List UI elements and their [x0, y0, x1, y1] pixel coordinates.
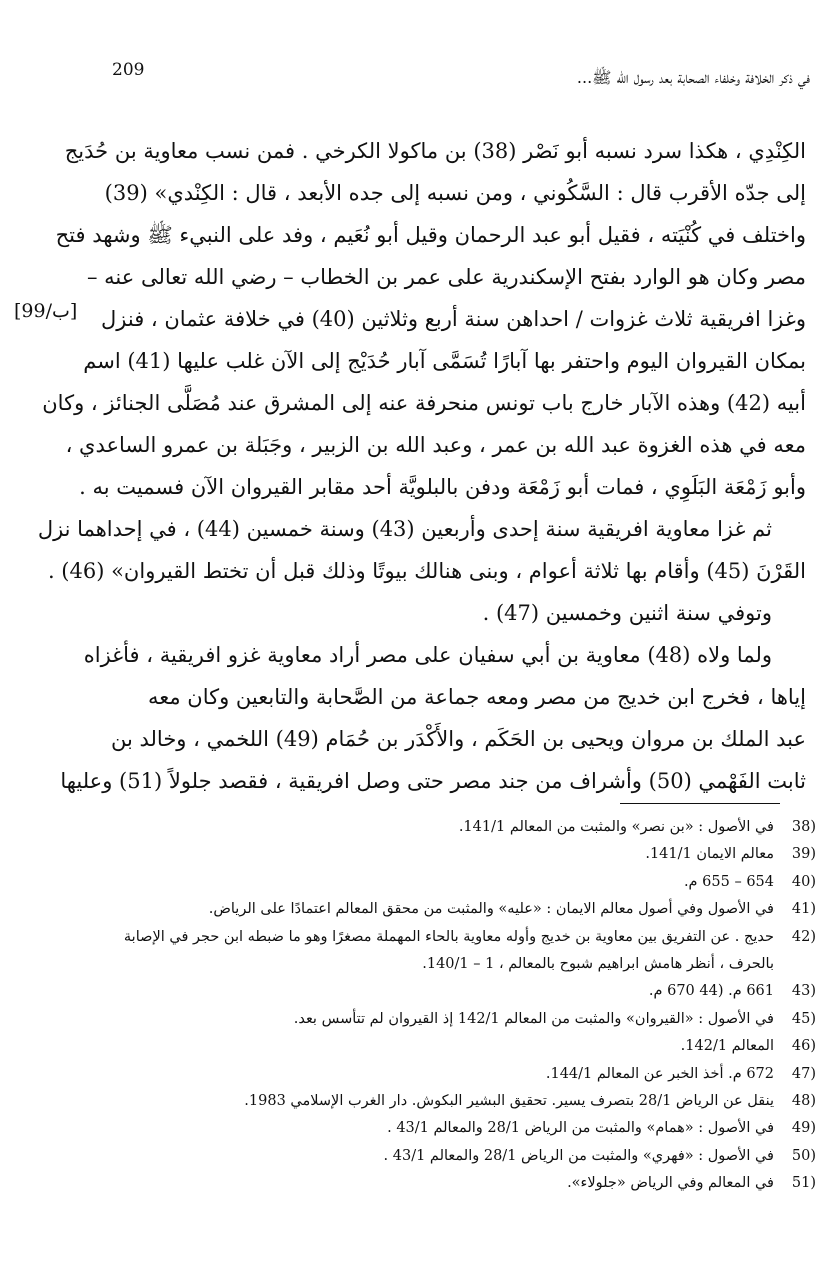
footnote-text: في الأصول : «القيروان» والمثبت من المعالم 142/1 إذ القيروان لم تتأسس بعد. — [293, 1010, 774, 1027]
footnote-number: (42 — [791, 928, 816, 945]
body-line: الكِنْدِي ، هكذا سرد نسبه أبو نَصْر (38) بن ماكولا الكرخي . فمن نسب معاوية بن حُدَيج — [64, 139, 806, 163]
footnote — [40, 924, 816, 951]
running-header-title: في ذكر الخلافة وخلفاء الصحابة بعد رسول الله ﷺ... — [576, 68, 810, 87]
footnote-text: المعالم 142/1. — [680, 1038, 774, 1055]
footnote-number: (51 — [791, 1175, 816, 1192]
body-line: مصر وكان هو الوارد بفتح الإسكندرية على عمر بن الخطاب – رضي الله تعالى عنه – — [86, 265, 806, 289]
footnote-text: في الأصول : «همام» والمثبت من الرياض 28/1 والمعالم 43/1 . — [387, 1120, 774, 1137]
footnote-text: معالم الايمان 141/1. — [645, 846, 774, 863]
footnote-number: (45 — [791, 1010, 816, 1027]
footnote — [40, 1143, 816, 1170]
footnote — [40, 1088, 816, 1115]
footnote — [40, 896, 816, 923]
footnote-text: حديج . عن التفريق بين معاوية بن خديج وأوله معاوية بالحاء المهملة مصغرًا وهو ما ضبطه ابن حجر في الإصابة — [123, 928, 774, 945]
footnote — [40, 814, 816, 841]
footnote-number: (48 — [791, 1092, 816, 1109]
footnote — [40, 1006, 816, 1033]
footnote-text: في الأصول : «بن نصر» والمثبت من المعالم 141/1. — [458, 819, 774, 835]
footnote-divider — [620, 803, 780, 804]
footnote-text: بالحرف ، أنظر هامش ابراهيم شبوح بالمعالم ، 1 – 140/1. — [422, 955, 774, 972]
body-line: وتوفي سنة اثنين وخمسين (47) . — [482, 601, 772, 625]
body-line: وغزا افريقية ثلاث غزوات / احداهن سنة أربع وثلاثين (40) في خلافة عثمان ، فنزل — [101, 307, 806, 331]
body-line: إلى جدّه الأقرب قال : السَّكُوني ، ومن نسبه إلى جده الأبعد ، قال : الكِنْدي» (39) — [104, 181, 806, 205]
footnote-number: (50 — [791, 1147, 816, 1164]
page-number: 209 — [112, 60, 145, 80]
footnotes — [40, 814, 816, 1197]
body-line: ثم غزا معاوية افريقية سنة إحدى وأربعين (43) وسنة خمسين (44) ، في إحداهما نزل — [37, 517, 772, 541]
body-line: إياها ، فخرج ابن خديج من مصر ومعه جماعة من الصَّحابة والتابعين وكان معه — [147, 685, 806, 709]
footnote — [40, 841, 816, 868]
body-line: بمكان القيروان اليوم واحتفر بها آبارًا تُسَمَّى آبار حُدَيْج إلى الآن غلب عليها (41) اسم — [83, 349, 806, 373]
body-line: واختلف في كُنْيَته ، فقيل أبو عبد الرحمان وقيل أبو نُعَيم ، وفد على النبيء ﷺ وشهد فتح — [55, 223, 806, 247]
footnote — [40, 978, 816, 1005]
footnote-number: (49 — [791, 1120, 816, 1137]
footnote-text: في الأصول : «فهري» والمثبت من الرياض 28/1 والمعالم 43/1 . — [383, 1147, 774, 1164]
body-line: القَرْنَ (45) وأقام بها ثلاثة أعوام ، وبنى هنالك بيوتًا وذلك قبل أن تختط القيروان» (46) . — [47, 559, 806, 583]
body-line: وأبو زَمْعَة البَلَوِي ، فمات أبو زَمْعَة ودفن بالبلويَّة أحد مقابر القيروان الآن فسميت به . — [79, 475, 806, 499]
footnote-text: ينقل عن الرياض 28/1 بتصرف يسير. تحقيق البشير البكوش. دار الغرب الإسلامي 1983. — [244, 1092, 774, 1109]
footnote-number: (46 — [791, 1038, 816, 1055]
body-line: معه في هذه الغزوة عبد الله بن عمر ، وعبد الله بن الزبير ، وجَبَلة بن عمرو الساعدي ، — [65, 433, 806, 457]
footnote — [40, 869, 816, 896]
body-line: ولما ولاه (48) معاوية بن أبي سفيان على مصر أراد معاوية غزو افريقية ، فأغزاه — [83, 643, 772, 667]
body-line: عبد الملك بن مروان ويحيى بن الحَكَم ، والأَكْدَر بن حُمَام (49) اللخمي ، وخالد بن — [111, 727, 806, 751]
footnote-number: (40 — [791, 873, 816, 890]
footnote — [40, 1115, 816, 1142]
footnote-text: 672 م. أخذ الخبر عن المعالم 144/1. — [545, 1065, 774, 1082]
footnote — [40, 1170, 816, 1197]
footnote-number: (38 — [791, 819, 816, 835]
footnote-text: في المعالم وفي الرياض «جلولاء». — [567, 1175, 774, 1192]
footnote-text: 661 م. (44 670 م. — [648, 983, 774, 1000]
footnote-text: في الأصول وفي أصول معالم الايمان : «عليه» والمثبت من محقق المعالم اعتمادًا على الرياض. — [208, 901, 774, 918]
margin-folio-note: [99/ب] — [14, 300, 78, 322]
footnote — [40, 1033, 816, 1060]
footnote-number: (41 — [791, 901, 816, 918]
body-line: ثابت الفَهْمي (50) وأشراف من جند مصر حتى وصل افريقية ، فقصد جلولاً (51) وعليها — [60, 769, 806, 793]
footnote-continuation — [40, 951, 816, 978]
footnote-number: (43 — [791, 983, 816, 1000]
body-line: أبيه (42) وهذه الآبار خارج باب تونس منحرفة عنه إلى المشرق عند مُصَلَّى الجنائز ، وكان — [42, 391, 806, 415]
footnote — [40, 1061, 816, 1088]
footnote-number: (39 — [791, 846, 816, 863]
footnote-number: (47 — [791, 1065, 816, 1082]
footnote-text: 654 – 655 م. — [683, 873, 774, 890]
